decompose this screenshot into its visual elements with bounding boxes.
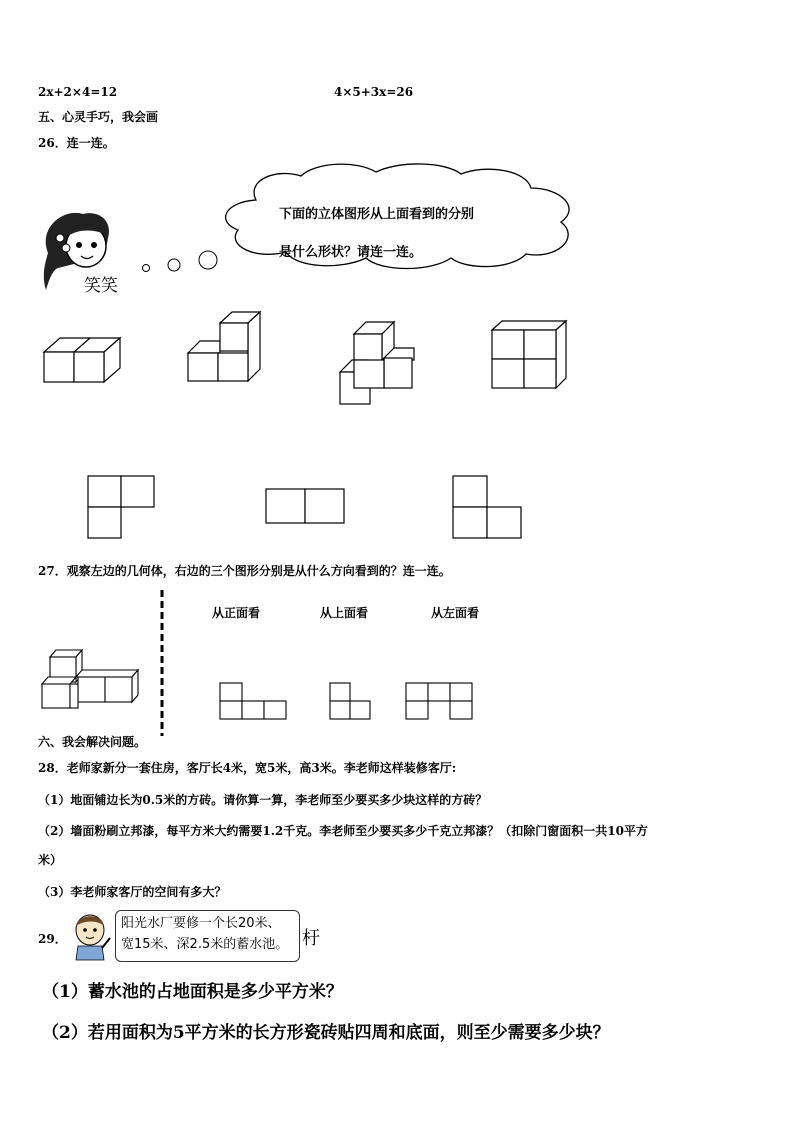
q29-part2: （2）若用面积为5平方米的长方形瓷砖贴四周和底面，则至少需要多少块？ [42, 1023, 610, 1043]
view-label-left: 从左面看 [431, 606, 480, 620]
view-shape-1 [220, 683, 290, 721]
speech-line2: 宽15米、深2.5米的蓄水池。 [121, 937, 289, 952]
equation-left: 2x+2×4=12 [38, 85, 118, 99]
q27-solid-shape [42, 647, 142, 709]
top-view-shape-3 [453, 476, 525, 540]
q28-part3: （3）李老师家客厅的空间有多大？ [38, 885, 227, 899]
trailing-char: 杅 [302, 928, 320, 949]
dashed-divider [160, 590, 164, 736]
thought-bubbles [138, 246, 220, 276]
q29-part1: （1）蓄水池的占地面积是多少平方米？ [42, 982, 343, 1002]
q28-part1: （1）地面铺边长为0.5米的方砖。请你算一算，李老师至少要买多少块这样的方砖？ [38, 793, 488, 807]
character-name: 笑笑 [84, 276, 118, 296]
q28-intro: 28．老师家新分一套住房，客厅长4米，宽5米，高3米。李老师这样装修客厅: [38, 761, 457, 775]
equation-right: 4×5+3x=26 [334, 85, 414, 99]
speech-line1: 阳光水厂要修一个长20米、 [121, 916, 281, 931]
q28-part2-line1: （2）墙面粉刷立邦漆，每平方米大约需要1.2千克。李老师至少要买多少千克立邦漆？（扣除门窗面积一共10平方 [38, 824, 648, 838]
cloud-text-line2: 是什么形状？请连一连。 [279, 245, 423, 260]
view-shape-3 [406, 683, 476, 721]
q28-part2-line2: 米） [38, 853, 63, 867]
section5-title: 五、心灵手巧，我会画 [38, 110, 159, 124]
top-view-shape-1 [88, 476, 158, 540]
solid-shape-1 [44, 330, 124, 386]
q27-text: 27．观察左边的几何体，右边的三个图形分别是从什么方向看到的？连一连。 [38, 564, 451, 578]
section6-title: 六、我会解决问题。 [38, 735, 147, 749]
q26-label: 26．连一连。 [38, 136, 115, 150]
view-label-front: 从正面看 [212, 606, 261, 620]
solid-shape-3 [340, 320, 416, 406]
q29-label: 29． [38, 932, 67, 946]
cloud-text-line1: 下面的立体图形从上面看到的分别 [279, 207, 475, 222]
solid-shape-4 [492, 320, 568, 390]
top-view-shape-2 [266, 489, 346, 525]
view-shape-2 [330, 683, 380, 721]
solid-shape-2 [188, 311, 264, 385]
view-label-top: 从上面看 [320, 606, 369, 620]
boy-character-illustration [68, 912, 112, 960]
